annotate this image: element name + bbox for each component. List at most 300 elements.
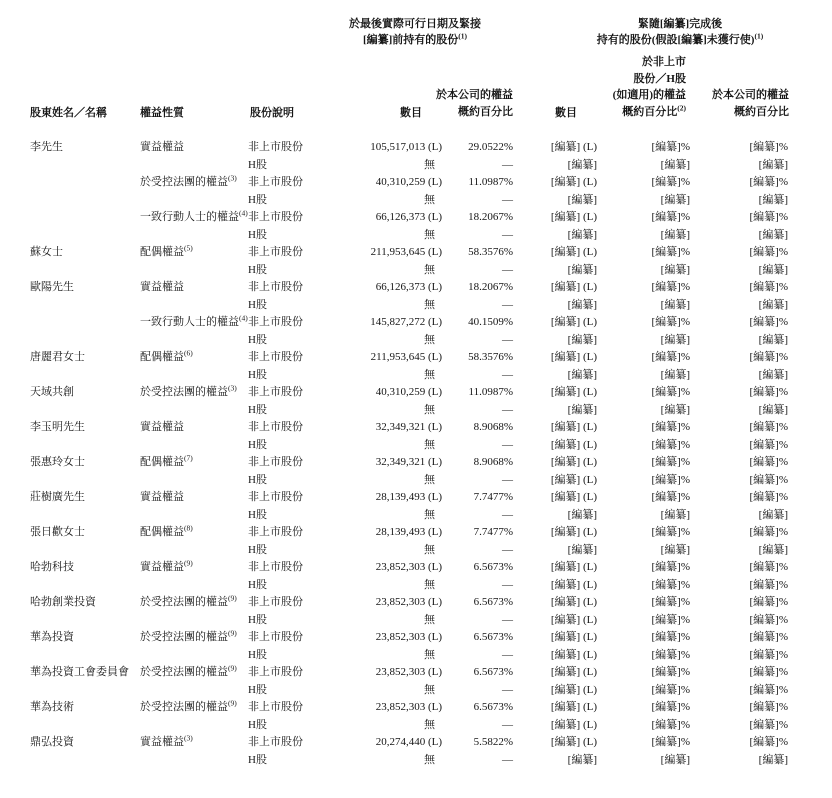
post-class-pct: [編纂]%	[651, 281, 690, 293]
post-class-pct: [編纂]%	[651, 456, 690, 468]
post-class-pct: [編纂]%	[651, 316, 690, 328]
shareholder-name	[30, 472, 140, 490]
interest-nature: 配偶權益$^{(6)}$	[140, 348, 193, 363]
post-share-count: [編纂] (L)	[550, 386, 597, 398]
post-company-pct: [編纂]%	[749, 578, 788, 591]
share-class: H股	[248, 648, 267, 661]
shareholder-name: 張惠玲女士	[30, 456, 85, 468]
share-count: 無	[424, 613, 435, 626]
share-class: H股	[248, 368, 267, 381]
table-row	[30, 157, 788, 175]
post-company-pct: [編纂]%	[749, 596, 788, 608]
group-header-post-completion-line1: 緊隨[編纂]完成後	[637, 18, 723, 30]
share-count: 23,852,303 (L)	[375, 596, 442, 608]
interest-nature	[140, 227, 248, 245]
interest-nature: 於受控法團的權益$^{(9)}$	[140, 698, 237, 713]
column-header-unlisted-h-share-pct: 於非上市 股份／H股 (如適用)的權益 概約百分比$^{(2)}$	[612, 56, 686, 118]
table-row	[30, 647, 788, 665]
post-share-count: [編纂] (L)	[550, 683, 597, 696]
post-share-count: [編纂]	[567, 403, 597, 416]
interest-nature	[140, 402, 248, 420]
post-class-pct: [編纂]%	[651, 473, 690, 486]
table-row	[30, 594, 788, 612]
post-company-pct: [編纂]%	[749, 473, 788, 486]
shareholder-name: 莊樹廣先生	[30, 491, 85, 503]
interest-nature: 於受控法團的權益$^{(3)}$	[140, 383, 237, 398]
share-count: 28,139,493 (L)	[375, 526, 442, 538]
group-header-pre-listing	[340, 17, 490, 48]
interest-nature	[140, 577, 248, 595]
share-count: 無	[424, 403, 435, 416]
share-class: 非上市股份	[248, 561, 303, 573]
share-class: H股	[248, 438, 267, 451]
post-company-pct: [編纂]	[758, 508, 788, 521]
column-header-company-pct-post: 於本公司的權益 概約百分比	[712, 89, 789, 118]
table-row	[30, 752, 788, 770]
table-row	[30, 349, 788, 367]
shareholder-name: 唐麗君女士	[30, 351, 85, 363]
pct-of-company: —	[502, 403, 513, 416]
post-share-count: [編纂]	[567, 193, 597, 206]
post-class-pct: [編纂]%	[651, 578, 690, 591]
post-share-count: [編纂]	[567, 228, 597, 241]
share-count: 211,953,645 (L)	[370, 246, 442, 258]
post-company-pct: [編纂]	[758, 228, 788, 241]
shareholder-name: 蘇女士	[30, 246, 63, 258]
share-count: 23,852,303 (L)	[375, 701, 442, 713]
shareholder-name	[30, 507, 140, 525]
share-count: 無	[424, 578, 435, 591]
pct-of-company: 6.5673%	[473, 596, 513, 608]
shareholder-name: 天域共創	[30, 386, 74, 398]
post-class-pct: [編纂]%	[651, 561, 690, 573]
post-share-count: [編纂] (L)	[550, 736, 597, 748]
table-row	[30, 699, 788, 717]
share-count: 32,349,321 (L)	[375, 421, 442, 433]
share-class: 非上市股份	[248, 701, 303, 713]
post-company-pct: [編纂]%	[749, 701, 788, 713]
post-company-pct: [編纂]	[758, 753, 788, 766]
post-class-pct: [編纂]%	[651, 736, 690, 748]
post-share-count: [編纂]	[567, 543, 597, 556]
post-share-count: [編纂] (L)	[550, 456, 597, 468]
share-class: H股	[248, 718, 267, 731]
shareholder-name	[30, 262, 140, 280]
share-count: 無	[424, 228, 435, 241]
post-share-count: [編纂] (L)	[550, 491, 597, 503]
column-header-shareholder: 股東姓名／名稱	[30, 107, 107, 119]
post-company-pct: [編纂]%	[749, 561, 788, 573]
post-class-pct: [編纂]	[660, 298, 690, 311]
post-share-count: [編纂] (L)	[550, 281, 597, 293]
table-row	[30, 507, 788, 525]
post-share-count: [編纂] (L)	[550, 421, 597, 433]
shareholder-name: 李玉明先生	[30, 421, 85, 433]
group-header-pre-listing-line1: 於最後實際可行日期及緊接	[349, 18, 481, 30]
pct-of-company: —	[502, 648, 513, 661]
interest-nature	[140, 367, 248, 385]
post-company-pct: [編纂]%	[749, 281, 788, 293]
shareholder-name	[30, 157, 140, 175]
footnote-ref-1: (1)	[458, 30, 468, 40]
pct-of-company: 11.0987%	[468, 386, 513, 398]
post-share-count: [編纂] (L)	[550, 141, 597, 153]
table-row	[30, 367, 788, 385]
post-share-count: [編纂] (L)	[550, 316, 597, 328]
pct-of-company: 6.5673%	[473, 631, 513, 643]
shareholder-name	[30, 647, 140, 665]
share-class: H股	[248, 228, 267, 241]
table-row	[30, 717, 788, 735]
post-class-pct: [編纂]%	[651, 718, 690, 731]
interest-nature	[140, 472, 248, 490]
post-class-pct: [編纂]%	[651, 701, 690, 713]
footnote-ref-2: (2)	[677, 102, 686, 112]
shareholder-name: 華為投資工會委員會	[30, 666, 129, 678]
interest-nature: 配偶權益$^{(5)}$	[140, 243, 193, 258]
shareholder-name: 華為投資	[30, 631, 74, 643]
post-company-pct: [編纂]%	[749, 211, 788, 223]
footnote-ref: (9)	[228, 628, 237, 638]
post-share-count: [編纂] (L)	[550, 631, 597, 643]
post-company-pct: [編纂]	[758, 333, 788, 346]
post-share-count: [編纂]	[567, 298, 597, 311]
table-row	[30, 577, 788, 595]
post-company-pct: [編纂]%	[749, 666, 788, 678]
table-row	[30, 472, 788, 490]
share-class: H股	[248, 683, 267, 696]
column-header-company-pct-pre: 於本公司的權益 概約百分比	[436, 89, 513, 118]
interest-nature	[140, 437, 248, 455]
share-class: H股	[248, 403, 267, 416]
post-class-pct: [編纂]%	[651, 421, 690, 433]
table-row	[30, 524, 788, 542]
share-class: 非上市股份	[248, 281, 303, 293]
post-share-count: [編纂]	[567, 753, 597, 766]
interest-nature	[140, 157, 248, 175]
post-class-pct: [編纂]%	[651, 438, 690, 451]
post-company-pct: [編纂]%	[749, 246, 788, 258]
post-share-count: [編纂] (L)	[550, 666, 597, 678]
interest-nature	[140, 262, 248, 280]
post-company-pct: [編纂]%	[749, 438, 788, 451]
post-company-pct: [編纂]%	[749, 421, 788, 433]
shareholder-name	[30, 367, 140, 385]
share-class: 非上市股份	[248, 526, 303, 538]
share-class: H股	[248, 333, 267, 346]
post-class-pct: [編纂]	[660, 228, 690, 241]
post-share-count: [編纂] (L)	[550, 718, 597, 731]
shareholder-name: 張日歡女士	[30, 526, 85, 538]
shareholder-name	[30, 314, 140, 332]
pct-of-company: —	[502, 753, 513, 766]
interest-nature	[140, 717, 248, 735]
post-share-count: [編纂] (L)	[550, 596, 597, 608]
pct-of-company: —	[502, 298, 513, 311]
table-row	[30, 612, 788, 630]
post-company-pct: [編纂]	[758, 263, 788, 276]
interest-nature: 實益權益$^{(3)}$	[140, 733, 193, 748]
pct-of-company: —	[502, 193, 513, 206]
interest-nature	[140, 332, 248, 350]
shareholder-name	[30, 437, 140, 455]
share-count: 無	[424, 648, 435, 661]
share-class: 非上市股份	[248, 386, 303, 398]
post-share-count: [編纂] (L)	[550, 473, 597, 486]
post-class-pct: [編纂]%	[651, 246, 690, 258]
column-header-number-post: 數目	[555, 107, 577, 119]
post-share-count: [編纂] (L)	[550, 648, 597, 661]
post-share-count: [編纂] (L)	[550, 526, 597, 538]
post-share-count: [編纂] (L)	[550, 561, 597, 573]
shareholder-name	[30, 612, 140, 630]
post-company-pct: [編纂]	[758, 158, 788, 171]
share-count: 無	[424, 298, 435, 311]
interest-nature: 於受控法團的權益$^{(3)}$	[140, 173, 237, 188]
footnote-ref: (3)	[228, 383, 237, 393]
interest-nature	[140, 542, 248, 560]
post-class-pct: [編纂]	[660, 333, 690, 346]
post-share-count: [編纂]	[567, 333, 597, 346]
post-class-pct: [編纂]%	[651, 631, 690, 643]
pct-of-company: 58.3576%	[468, 351, 513, 363]
group-header-post-completion-line2: 持有的股份(假設[編纂]未獲行使)$^{(1)}$	[596, 30, 764, 46]
footnote-ref: (5)	[184, 243, 193, 253]
shareholder-name	[30, 577, 140, 595]
interest-nature	[140, 507, 248, 525]
post-class-pct: [編纂]%	[651, 386, 690, 398]
interest-nature	[140, 682, 248, 700]
interest-nature: 實益權益	[140, 281, 184, 293]
column-header-nature: 權益性質	[140, 107, 184, 119]
share-count: 無	[424, 368, 435, 381]
post-company-pct: [編纂]%	[749, 351, 788, 363]
share-count: 無	[424, 263, 435, 276]
pct-of-company: 6.5673%	[473, 666, 513, 678]
share-class: H股	[248, 578, 267, 591]
interest-nature: 於受控法團的權益$^{(9)}$	[140, 593, 237, 608]
share-count: 無	[424, 753, 435, 766]
share-class: 非上市股份	[248, 141, 303, 153]
footnote-ref: (4)	[239, 313, 248, 323]
table-row	[30, 419, 788, 437]
shareholder-name	[30, 209, 140, 227]
share-class: 非上市股份	[248, 491, 303, 503]
footnote-ref: (4)	[239, 208, 248, 218]
interest-nature	[140, 752, 248, 770]
post-share-count: [編纂] (L)	[550, 176, 597, 188]
post-company-pct: [編纂]%	[749, 316, 788, 328]
table-row	[30, 279, 788, 297]
share-class: H股	[248, 543, 267, 556]
shareholder-name: 哈勃科技	[30, 561, 74, 573]
interest-nature	[140, 612, 248, 630]
post-class-pct: [編纂]	[660, 368, 690, 381]
pct-of-company: —	[502, 158, 513, 171]
shareholder-name: 歐陽先生	[30, 281, 74, 293]
pct-of-company: —	[502, 718, 513, 731]
table-row	[30, 682, 788, 700]
table-row	[30, 314, 788, 332]
table-row	[30, 139, 788, 157]
table-row	[30, 542, 788, 560]
interest-nature	[140, 647, 248, 665]
share-count: 無	[424, 333, 435, 346]
pct-of-company: 6.5673%	[473, 561, 513, 573]
pct-of-company: 8.9068%	[473, 456, 513, 468]
pct-of-company: 18.2067%	[468, 211, 513, 223]
footnote-ref: (9)	[228, 593, 237, 603]
post-company-pct: [編纂]%	[749, 648, 788, 661]
post-company-pct: [編纂]%	[749, 613, 788, 626]
share-class: H股	[248, 263, 267, 276]
post-class-pct: [編纂]%	[651, 141, 690, 153]
share-count: 32,349,321 (L)	[375, 456, 442, 468]
post-class-pct: [編纂]	[660, 403, 690, 416]
post-company-pct: [編纂]%	[749, 683, 788, 696]
table-row	[30, 192, 788, 210]
table-row	[30, 489, 788, 507]
table-row	[30, 734, 788, 752]
table-row	[30, 664, 788, 682]
interest-nature	[140, 297, 248, 315]
table-row	[30, 332, 788, 350]
share-count: 23,852,303 (L)	[375, 561, 442, 573]
post-share-count: [編纂] (L)	[550, 438, 597, 451]
share-count: 40,310,259 (L)	[375, 176, 442, 188]
share-class: H股	[248, 613, 267, 626]
post-class-pct: [編纂]%	[651, 176, 690, 188]
interest-nature: 實益權益	[140, 421, 184, 433]
post-class-pct: [編纂]%	[651, 596, 690, 608]
footnote-ref: (3)	[184, 733, 193, 743]
interest-nature: 一致行動人士的權益$^{(4)}$	[140, 208, 248, 223]
interest-nature: 於受控法團的權益$^{(9)}$	[140, 663, 237, 678]
table-row	[30, 262, 788, 280]
post-share-count: [編纂]	[567, 263, 597, 276]
share-count: 無	[424, 158, 435, 171]
share-count: 無	[424, 718, 435, 731]
table-row	[30, 174, 788, 192]
post-share-count: [編纂] (L)	[550, 701, 597, 713]
share-class: 非上市股份	[248, 736, 303, 748]
interest-nature: 實益權益	[140, 491, 184, 503]
share-class: 非上市股份	[248, 316, 303, 328]
post-company-pct: [編纂]%	[749, 718, 788, 731]
post-class-pct: [編纂]%	[651, 648, 690, 661]
table-row	[30, 454, 788, 472]
pct-of-company: 7.7477%	[473, 526, 513, 538]
share-class: H股	[248, 753, 267, 766]
pct-of-company: —	[502, 613, 513, 626]
table-row	[30, 629, 788, 647]
pct-of-company: —	[502, 508, 513, 521]
table-row	[30, 209, 788, 227]
post-class-pct: [編纂]%	[651, 526, 690, 538]
pct-of-company: —	[502, 228, 513, 241]
footnote-ref: (3)	[228, 173, 237, 183]
share-class: H股	[248, 508, 267, 521]
post-share-count: [編纂] (L)	[550, 578, 597, 591]
pct-of-company: —	[502, 543, 513, 556]
post-company-pct: [編纂]	[758, 368, 788, 381]
post-class-pct: [編纂]%	[651, 683, 690, 696]
pct-of-company: 29.0522%	[468, 141, 513, 153]
share-class: 非上市股份	[248, 246, 303, 258]
share-count: 145,827,272 (L)	[370, 316, 442, 328]
shareholder-name	[30, 682, 140, 700]
shareholder-name: 華為技術	[30, 701, 74, 713]
pct-of-company: —	[502, 333, 513, 346]
footnote-ref: (6)	[184, 348, 193, 358]
post-share-count: [編纂] (L)	[550, 211, 597, 223]
column-header-share-desc: 股份說明	[250, 107, 294, 119]
share-count: 66,126,373 (L)	[375, 281, 442, 293]
table-row	[30, 244, 788, 262]
table-row	[30, 437, 788, 455]
post-share-count: [編纂]	[567, 508, 597, 521]
shareholder-name	[30, 192, 140, 210]
interest-nature: 一致行動人士的權益$^{(4)}$	[140, 313, 248, 328]
shareholder-name: 鼎弘投資	[30, 736, 74, 748]
share-count: 23,852,303 (L)	[375, 666, 442, 678]
share-count: 無	[424, 508, 435, 521]
shareholder-name	[30, 542, 140, 560]
post-share-count: [編纂] (L)	[550, 613, 597, 626]
post-share-count: [編纂] (L)	[550, 351, 597, 363]
share-class: H股	[248, 158, 267, 171]
post-company-pct: [編纂]%	[749, 491, 788, 503]
post-class-pct: [編纂]%	[651, 351, 690, 363]
footnote-ref: (9)	[228, 663, 237, 673]
share-count: 無	[424, 438, 435, 451]
table-row	[30, 559, 788, 577]
share-class: 非上市股份	[248, 421, 303, 433]
pct-of-company: —	[502, 368, 513, 381]
post-company-pct: [編纂]%	[749, 526, 788, 538]
table-row	[30, 384, 788, 402]
post-company-pct: [編纂]	[758, 403, 788, 416]
interest-nature: 實益權益	[140, 141, 184, 153]
share-class: 非上市股份	[248, 176, 303, 188]
shareholder-name: 哈勃創業投資	[30, 596, 96, 608]
shareholder-name	[30, 332, 140, 350]
post-company-pct: [編纂]%	[749, 456, 788, 468]
share-class: H股	[248, 473, 267, 486]
footnote-ref-1: (1)	[754, 30, 764, 40]
post-company-pct: [編纂]	[758, 193, 788, 206]
pct-of-company: 7.7477%	[473, 491, 513, 503]
pct-of-company: —	[502, 438, 513, 451]
post-company-pct: [編纂]%	[749, 631, 788, 643]
share-count: 23,852,303 (L)	[375, 631, 442, 643]
post-company-pct: [編纂]%	[749, 386, 788, 398]
share-count: 20,274,440 (L)	[375, 736, 442, 748]
post-company-pct: [編纂]%	[749, 736, 788, 748]
post-class-pct: [編纂]	[660, 753, 690, 766]
footnote-ref: (7)	[184, 453, 193, 463]
pct-of-company: —	[502, 578, 513, 591]
pct-of-company: —	[502, 683, 513, 696]
table-body	[30, 139, 788, 769]
share-class: 非上市股份	[248, 351, 303, 363]
post-class-pct: [編纂]%	[651, 491, 690, 503]
pct-of-company: 8.9068%	[473, 421, 513, 433]
pct-of-company: —	[502, 473, 513, 486]
shareholder-name	[30, 717, 140, 735]
interest-nature: 配偶權益$^{(8)}$	[140, 523, 193, 538]
share-class: 非上市股份	[248, 211, 303, 223]
